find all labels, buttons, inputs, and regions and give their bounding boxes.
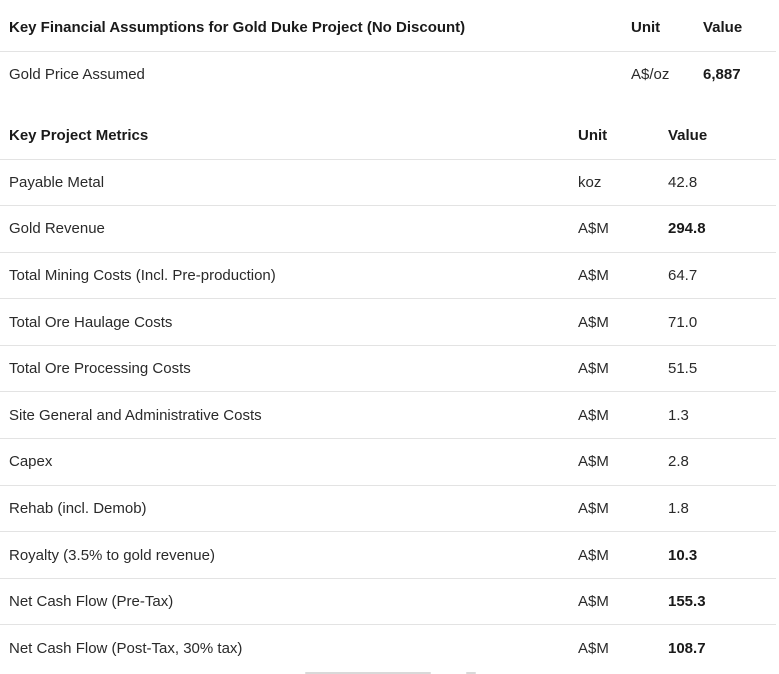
- row-value: 1.3: [668, 406, 689, 424]
- row-unit: A$M: [578, 406, 609, 424]
- row-label: Capex: [9, 453, 53, 471]
- row-label: Payable Metal: [9, 173, 105, 191]
- assumptions-label-header: Key Financial Assumptions for Gold Duke Project (No Discount): [9, 18, 466, 36]
- row-label: Rehab (incl. Demob): [9, 499, 147, 517]
- assumptions-value-header: Value: [703, 18, 743, 36]
- row-unit: A$M: [578, 453, 609, 471]
- row-unit: A$M: [578, 593, 609, 611]
- metrics-value-header: Value: [668, 126, 708, 144]
- row-label: Site General and Administrative Costs: [9, 406, 262, 424]
- table-row: [0, 439, 776, 486]
- row-value: 2.8: [668, 453, 689, 471]
- row-value: 71.0: [668, 313, 698, 331]
- row-unit: A$M: [578, 639, 609, 657]
- row-label: Net Cash Flow (Pre-Tax): [9, 593, 174, 611]
- row-label: Gold Price Assumed: [9, 65, 145, 83]
- row-unit: A$M: [578, 360, 609, 378]
- row-unit: A$M: [578, 313, 609, 331]
- row-value: 1.8: [668, 499, 689, 517]
- row-unit: A$/oz: [631, 65, 670, 83]
- row-value: 42.8: [668, 173, 698, 191]
- table-row: [0, 206, 776, 253]
- table-row: [0, 625, 776, 672]
- metrics-unit-header: Unit: [578, 126, 608, 144]
- row-unit: A$M: [578, 266, 609, 284]
- row-value: 155.3: [668, 593, 706, 611]
- row-label: Gold Revenue: [9, 220, 105, 238]
- row-unit: koz: [578, 173, 602, 191]
- project-metrics-table: [0, 112, 776, 672]
- table-row: [0, 252, 776, 299]
- table-row: [0, 159, 776, 206]
- table-row: [0, 345, 776, 392]
- financial-assumptions-table: [0, 4, 776, 97]
- row-unit: A$M: [578, 546, 609, 564]
- row-value: 294.8: [668, 220, 706, 238]
- assumptions-unit-header: Unit: [631, 18, 661, 36]
- row-value: 6,887: [703, 65, 741, 83]
- table-row: [0, 578, 776, 625]
- row-value: 108.7: [668, 639, 706, 657]
- table-row: [0, 532, 776, 579]
- table-row: [0, 299, 776, 346]
- assumptions-header-row: [0, 4, 776, 51]
- metrics-header-row: [0, 112, 776, 159]
- row-label: Total Ore Processing Costs: [9, 360, 191, 378]
- row-value: 51.5: [668, 360, 698, 378]
- table-row: [0, 392, 776, 439]
- row-value: 10.3: [668, 546, 698, 564]
- table-row: [0, 51, 776, 97]
- metrics-label-header: Key Project Metrics: [9, 126, 149, 144]
- row-unit: A$M: [578, 499, 609, 517]
- row-value: 64.7: [668, 266, 698, 284]
- row-label: Royalty (3.5% to gold revenue): [9, 546, 215, 564]
- row-label: Net Cash Flow (Post-Tax, 30% tax): [9, 639, 243, 657]
- row-label: Total Ore Haulage Costs: [9, 313, 173, 331]
- table-row: [0, 485, 776, 532]
- row-label: Total Mining Costs (Incl. Pre-production): [9, 266, 276, 284]
- row-unit: A$M: [578, 220, 609, 238]
